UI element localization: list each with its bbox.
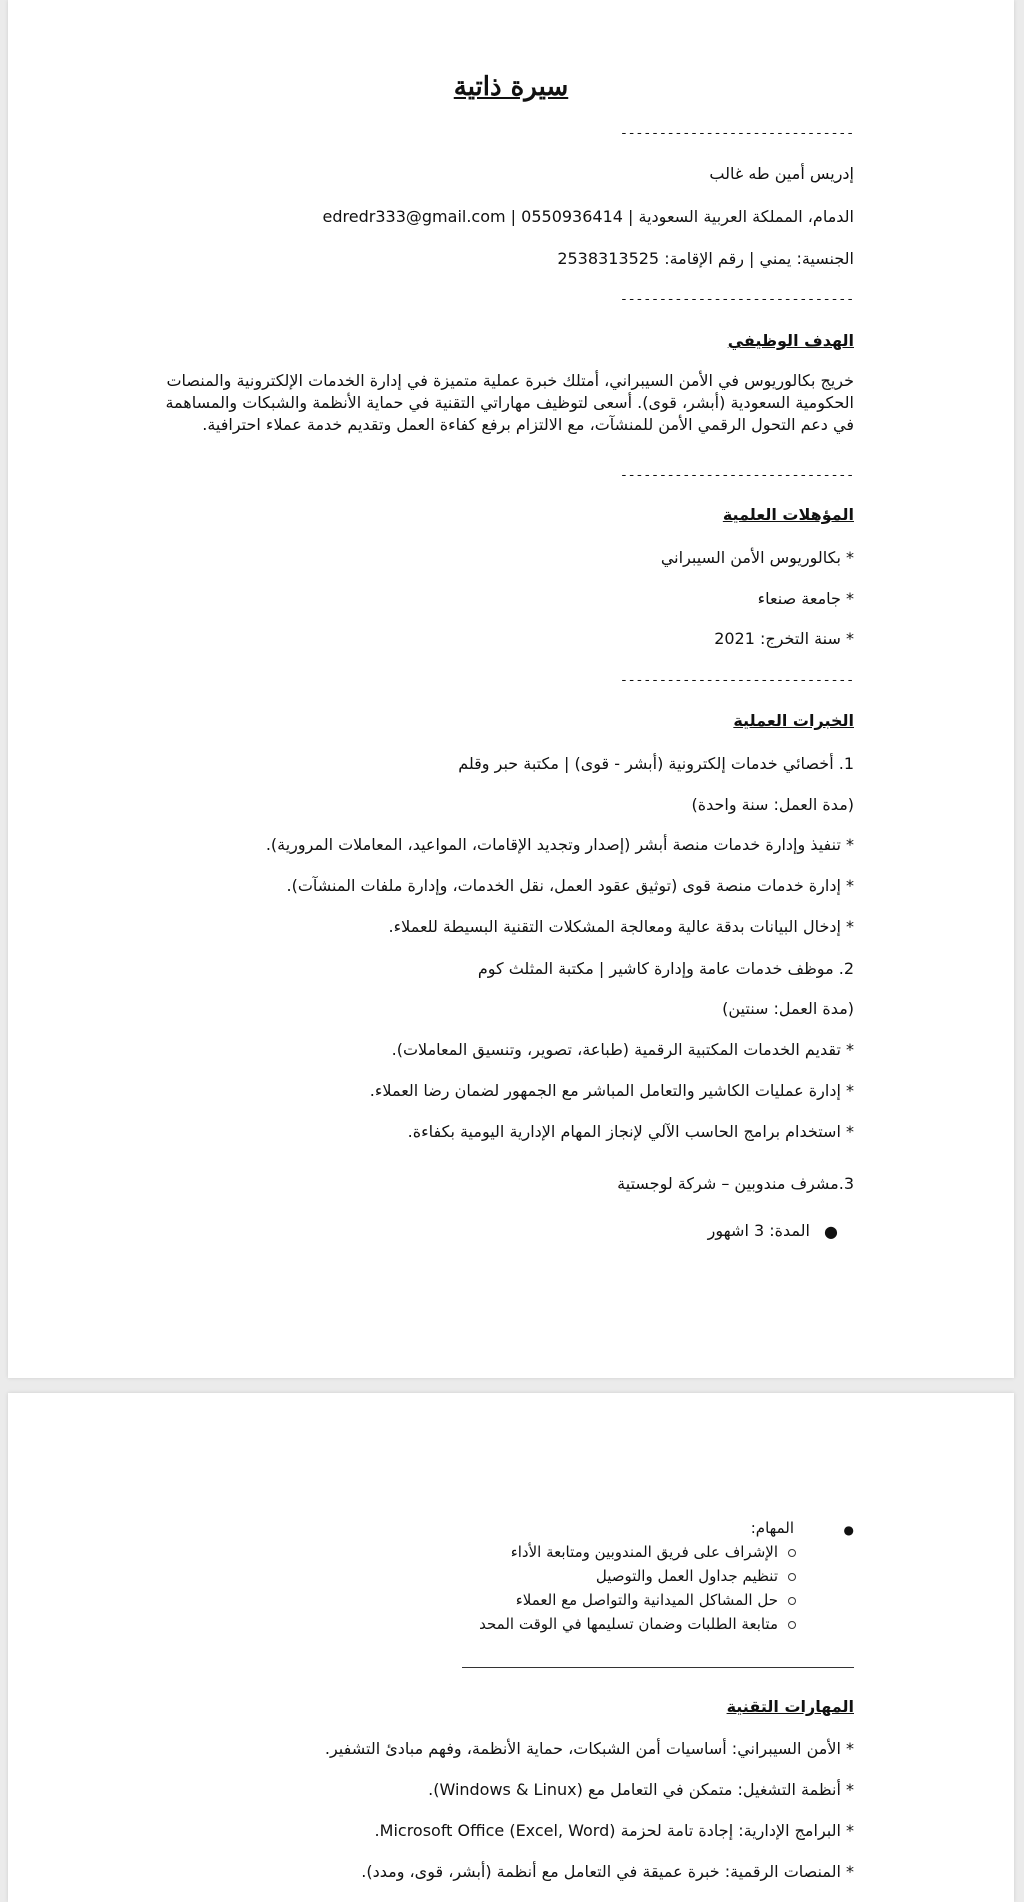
objective-heading: الهدف الوظيفي (727, 331, 854, 350)
job-duration: (مدة العمل: سنتين) (722, 999, 854, 1018)
job-duration: المدة: 3 اشهور (707, 1221, 810, 1240)
divider: ------------------------------ (619, 468, 854, 483)
divider: ------------------------------ (619, 292, 854, 307)
circle-bullet-icon (788, 1597, 796, 1605)
experience-heading: الخبرات العملية (733, 711, 854, 730)
circle-bullet-icon (788, 1621, 796, 1629)
objective-text: خريج بكالوريوس في الأمن السيبراني، أمتلك خبرة عملية متميزة في إدارة الخدمات الإلكترونية والمنصات الحكومية السعودية (أبشر، قوى). أسعى لتوظيف مهاراتي التقنية في حماية الأنظمة والشبكات والمساهمة في دعم التحول الرقمي الأمن للمنشآت، مع الالتزام برفع كفاءة العمل وتقديم خدمة عملاء احترافية. (165, 371, 854, 434)
section-rule (462, 1667, 854, 1668)
skill-item: * المنصات الرقمية: خبرة عميقة في التعامل مع أنظمة (أبشر، قوى، ومدد). (361, 1862, 854, 1881)
task-item: حل المشاكل الميدانية والتواصل مع العملاء (516, 1590, 796, 1610)
task-item: الإشراف على فريق المندوبين ومتابعة الأداء (511, 1542, 796, 1562)
skill-item: * أنظمة التشغيل: متمكن في التعامل مع (Windows & Linux). (428, 1780, 854, 1799)
skill-item: * الأمن السيبراني: أساسيات أمن الشبكات، حماية الأنظمة، وفهم مبادئ التشفير. (324, 1739, 854, 1758)
education-heading: المؤهلات العلمية (722, 505, 854, 524)
job-duty: * تنفيذ وإدارة خدمات منصة أبشر (إصدار وتجديد الإقامات، المواعيد، المعاملات المرورية). (265, 835, 854, 854)
job-duty: * إدارة عمليات الكاشير والتعامل المباشر مع الجمهور لضمان رضا العملاء. (369, 1081, 854, 1100)
job-duty: * إدارة خدمات منصة قوى (توثيق عقود العمل، نقل الخدمات، وإدارة ملفات المنشآت). (286, 876, 854, 895)
divider: ------------------------------ (619, 126, 854, 141)
contact-line: الدمام، المملكة العربية السعودية | 0550936414 | edredr333@gmail.com (322, 207, 854, 226)
bullet-dot-icon: ● (843, 1523, 854, 1537)
nationality-line: الجنسية: يمني | رقم الإقامة: 2538313525 (557, 249, 854, 268)
job-title: 3.مشرف مندوبين – شركة لوجستية (617, 1174, 854, 1193)
skill-item: * البرامج الإدارية: إجادة تامة لحزمة Microsoft Office (Excel, Word). (374, 1821, 854, 1840)
task-item: متابعة الطلبات وضمان تسليمها في الوقت المحد (479, 1614, 796, 1634)
bullet-dot-icon: ● (824, 1222, 838, 1241)
education-item: * جامعة صنعاء (757, 589, 854, 608)
education-item: * سنة التخرج: 2021 (714, 629, 854, 648)
task-item: تنظيم جداول العمل والتوصيل (596, 1566, 796, 1586)
full-name: إدريس أمين طه غالب (709, 164, 854, 183)
job-title: 2. موظف خدمات عامة وإدارة كاشير | مكتبة المثلث كوم (477, 959, 854, 978)
resume-page-2 (8, 1393, 1014, 1902)
job-duty: * استخدام برامج الحاسب الآلي لإنجاز المهام الإدارية اليومية بكفاءة. (407, 1122, 854, 1141)
education-item: * بكالوريوس الأمن السيبراني (660, 548, 854, 567)
tasks-label: المهام: (750, 1519, 794, 1537)
job-duration: (مدة العمل: سنة واحدة) (691, 795, 854, 814)
job-duty: * إدخال البيانات بدقة عالية ومعالجة المشكلات التقنية البسيطة للعملاء. (388, 917, 854, 936)
divider: ------------------------------ (619, 673, 854, 688)
job-title: 1. أخصائي خدمات إلكترونية (أبشر - قوى) | مكتبة حبر وقلم (458, 754, 854, 773)
resume-title: سيرة ذاتية (453, 72, 569, 102)
skills-heading: المهارات التقنية (726, 1697, 854, 1716)
circle-bullet-icon (788, 1573, 796, 1581)
job-duty: * تقديم الخدمات المكتبية الرقمية (طباعة، تصوير، وتنسيق المعاملات). (391, 1040, 854, 1059)
circle-bullet-icon (788, 1549, 796, 1557)
resume-page-1 (8, 0, 1014, 1378)
